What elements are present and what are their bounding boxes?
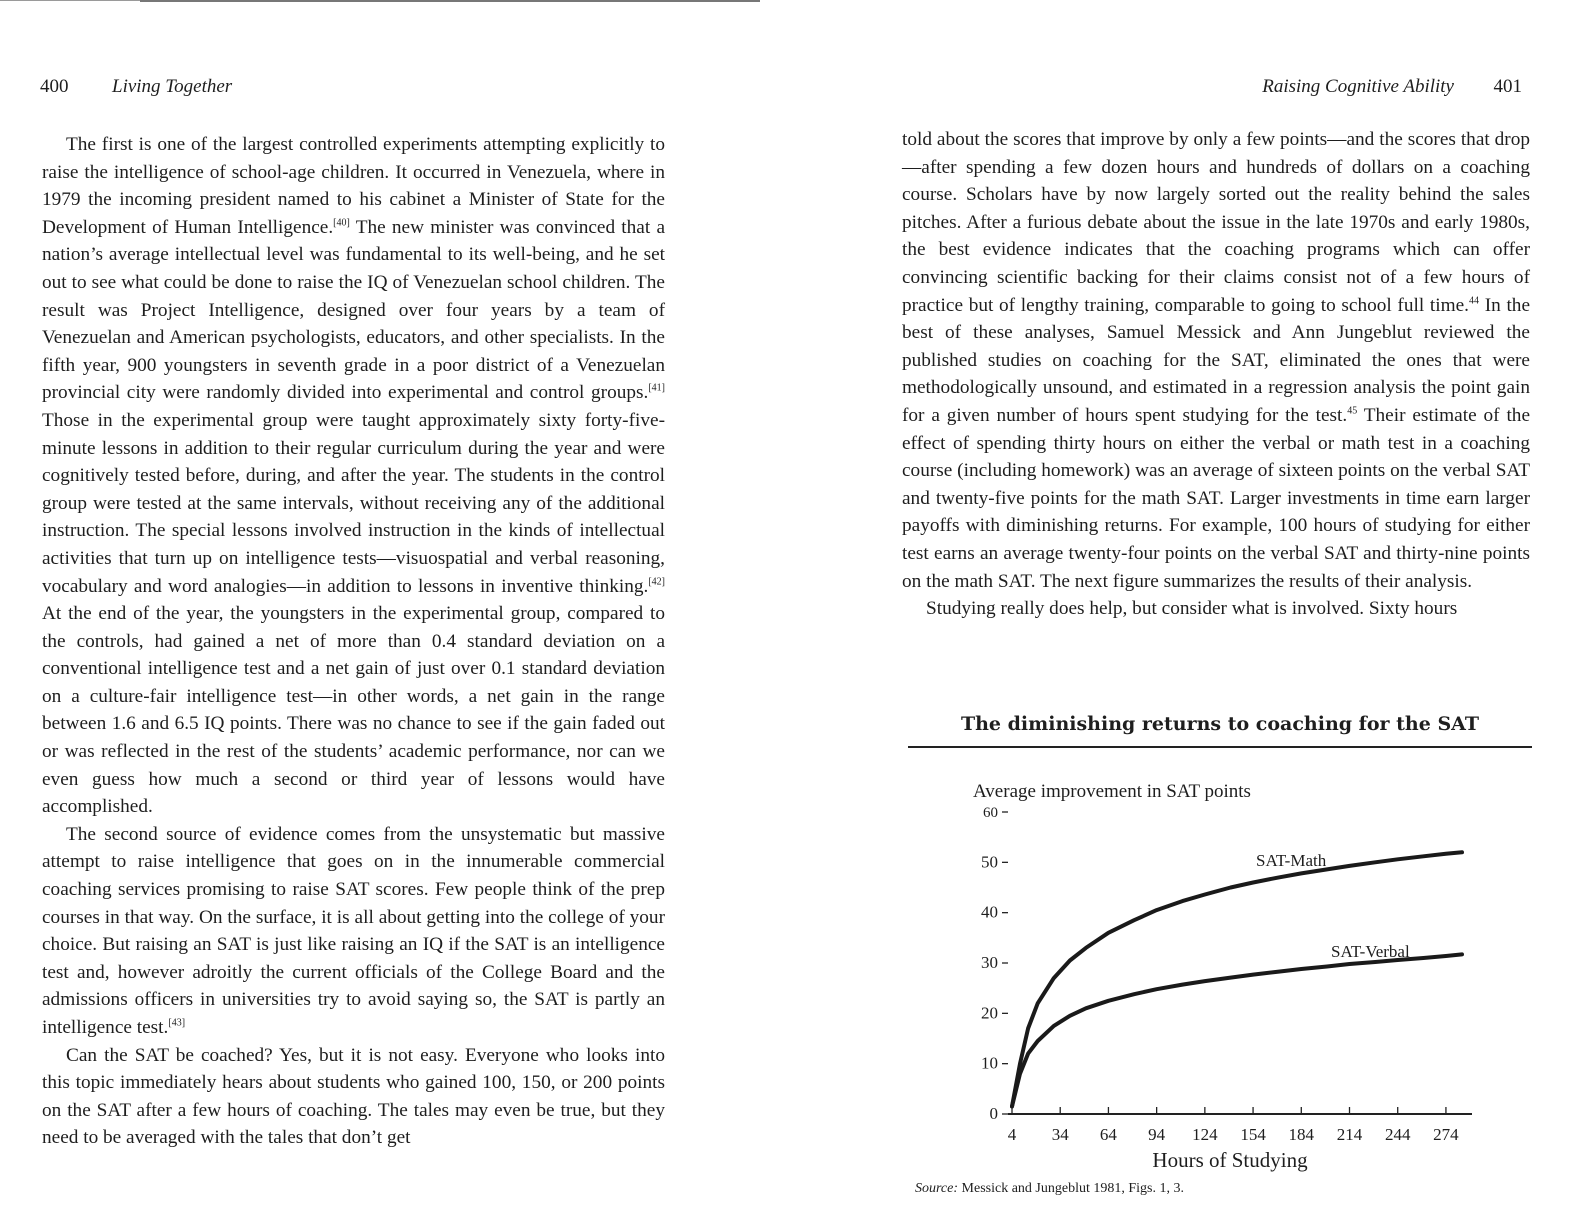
series-label-sat-math: SAT-Math <box>1256 851 1327 870</box>
y-tick-label: 50 <box>981 852 998 872</box>
y-tick-label: 30 <box>981 953 998 972</box>
text-run: Their estimate of the effect of spending thirty hours on either the verbal or math test in a coaching course (including homework) was an average of sixteen points on the verbal SAT and twenty-five points for the math SAT. Larger investments in time earn larger payoffs with diminishing returns. For example, 100 hours of studying for either test earns an average twenty-four points on the verbal SAT and thirty-nine points on the math SAT. The next figure summarizes the results of their analysis. <box>902 404 1530 592</box>
paragraph <box>42 1042 665 1152</box>
paragraph <box>902 126 1530 595</box>
x-tick-label: 214 <box>1336 1125 1363 1144</box>
source-label: Source: <box>915 1181 959 1196</box>
paragraph <box>902 595 1530 623</box>
left-body-text <box>42 131 665 1152</box>
text-run: Those in the experimental group were taught approximately sixty forty-five-minute lessons in addition to their regular curriculum during the year and were cognitively tested before, during, and after the year. The students in the control group were tested at the same intervals, without receiving any of the additional instruction. The special lessons involved instruction in the kinds of intellectual activities that turn up on intelligence tests—visuospatial and verbal reasoning, vocabulary and word analogies—in addition to lessons in inventive thinking. <box>42 409 665 597</box>
x-tick-label: 4 <box>1007 1125 1017 1144</box>
series-line-sat-verbal <box>1012 954 1462 1106</box>
x-tick-label: 154 <box>1240 1125 1266 1144</box>
footnote-marker: 45 <box>1347 405 1358 417</box>
right-running-head: Raising Cognitive Ability <box>1262 76 1454 97</box>
source-text: Messick and Jungeblut 1981, Figs. 1, 3. <box>958 1181 1184 1196</box>
text-run: Can the SAT be coached? Yes, but it is not easy. Everyone who looks into this topic immediately hears about students who gained 100, 150, or 200 points on the SAT after a few hours of coaching. The tales may even be true, but they need to be averaged with the tales that don’t get <box>42 1044 665 1149</box>
series-label-sat-verbal: SAT-Verbal <box>1331 942 1410 961</box>
x-tick-label: 244 <box>1384 1125 1411 1144</box>
x-tick-label: 34 <box>1051 1125 1069 1144</box>
coaching-line-chart <box>880 760 1580 1180</box>
figure-source <box>915 1181 1184 1197</box>
left-page <box>0 0 700 1220</box>
text-run: At the end of the year, the youngsters in the experimental group, compared to the controls, had gained a net of more than 0.4 standard deviation on a conventional intelligence test and a net gain of just over 0.1 standard deviation on a culture-fair intelligence test—in other words, a net gain in the range between 1.6 and 6.5 IQ points. There was no chance to see if the gain faded out or was reflected in the rest of the students’ academic performance, nor can we even guess how much a second or third year of lessons would have accomplished. <box>42 603 665 818</box>
footnote-marker: 44 <box>1469 295 1479 307</box>
paragraph <box>42 131 665 821</box>
y-tick-label: 20 <box>981 1003 998 1023</box>
y-tick-label: 60 <box>983 805 998 821</box>
right-page-number: 401 <box>1493 76 1522 97</box>
text-run: Studying really does help, but consider what is involved. Sixty hours <box>926 598 1458 620</box>
text-run: The first is one of the largest controlled experiments attempting explicitly to raise the intelligence of school-age children. It occurred in Venezuela, where in 1979 the incoming president named to his cabinet a Minister of State for the Development of Human Intelligence. <box>42 134 665 238</box>
x-tick-label: 184 <box>1288 1125 1315 1144</box>
y-tick-label: 10 <box>981 1053 998 1073</box>
x-tick-label: 124 <box>1192 1125 1218 1144</box>
series-line-sat-math <box>1012 852 1462 1106</box>
text-run: The new minister was convinced that a nation’s average intellectual level was fundamental to its well-being, and he set out to see what could be done to raise the IQ of Venezuelan school children. The result was Project Intelligence, designed over four years by a team of Venezuelan and American psychologists, educators, and other specialists. In the fifth year, 900 youngsters in seventh grade in a poor district of a Venezuelan provincial city were randomly divided into experimental and control groups. <box>42 216 665 404</box>
text-run: The second source of evidence comes from the unsystematic but massive attempt to raise intelligence that goes on in the innumerable commercial coaching services promising to raise SAT scores. Few people think of the prep courses in that way. On the surface, it is all about getting into the college of your choice. But raising an SAT is just like raising an IQ if the SAT is an intelligence test and, however adroitly the current officials of the College Board and the admissions officers in universities try to avoid saying so, the SAT is partly an intelligence test. <box>42 823 665 1038</box>
figure-title: The diminishing returns to coaching for the SAT <box>960 713 1480 735</box>
y-axis-label: Average improvement in SAT points <box>973 781 1251 802</box>
footnote-marker: [42] <box>648 576 665 588</box>
paragraph <box>42 821 665 1042</box>
right-page <box>880 0 1582 1220</box>
footnote-marker: [43] <box>168 1017 186 1029</box>
x-tick-label: 94 <box>1148 1125 1166 1144</box>
left-running-head: Living Together <box>112 76 233 97</box>
right-body-text <box>902 126 1530 623</box>
x-axis-label: Hours of Studying <box>1152 1148 1308 1172</box>
text-run: told about the scores that improve by only a few points—and the scores that drop—after spending a few dozen hours and hundreds of dollars on a coaching course. Scholars have by now largely sorted out the reality behind the sales pitches. After a furious debate about the issue in the late 1970s and early 1980s, the best evidence indicates that the coaching programs which can offer convincing scientific backing for their claims consist not of a few hours of practice but of lengthy training, comparable to going to school full time. <box>902 129 1530 316</box>
left-page-number: 400 <box>40 76 69 97</box>
y-tick-label: 0 <box>989 1104 998 1123</box>
x-tick-label: 64 <box>1099 1125 1117 1144</box>
footnote-marker: [40] <box>333 217 350 229</box>
text-run: In the best of these analyses, Samuel Messick and Ann Jungeblut reviewed the published studies on coaching for the SAT, eliminated the ones that were methodologically unsound, and estimated in a regression analysis the point gain for a given number of hours spent studying for the test. <box>902 294 1531 426</box>
footnote-marker: [41] <box>648 382 665 394</box>
figure-rule <box>908 746 1532 748</box>
y-tick-label: 40 <box>981 902 998 922</box>
x-tick-label: 274 <box>1433 1125 1459 1144</box>
